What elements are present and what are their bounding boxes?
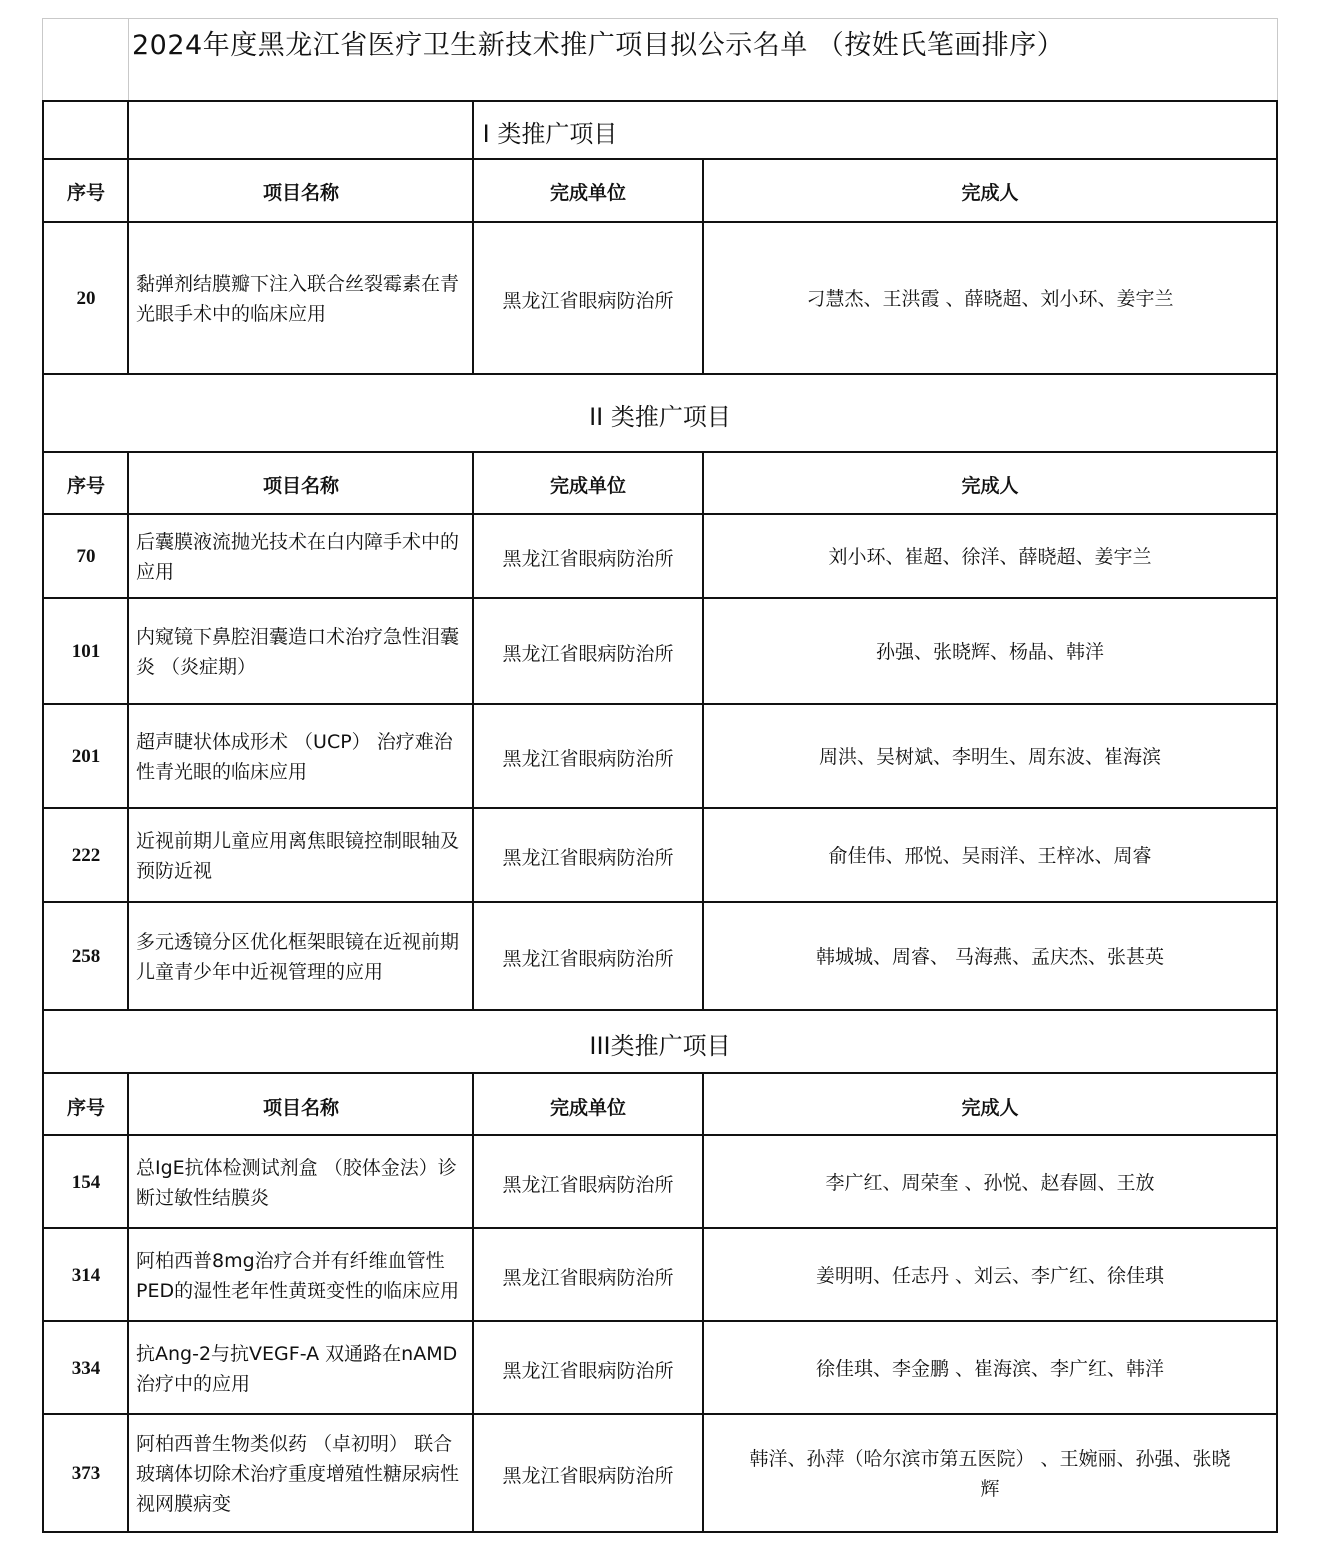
- table-rule: [42, 221, 1278, 223]
- table-rule: [42, 807, 1278, 809]
- project-name: 后囊膜液流抛光技术在白内障手术中的应用: [136, 531, 460, 583]
- table-rule: [702, 158, 704, 375]
- people: 俞佳伟、邢悦、吴雨洋、王梓冰、周睿: [828, 845, 1152, 867]
- table-rule: [42, 1072, 1278, 1074]
- table-rule: [702, 1072, 704, 1533]
- section-label: I 类推广项目: [482, 119, 618, 148]
- unit: 黑龙江省眼病防治所: [502, 642, 674, 665]
- table-rule: [127, 100, 129, 375]
- people: 韩洋、孙萍（哈尔滨市第五医院） 、王婉丽、孙强、张晓辉: [749, 1448, 1231, 1500]
- row-number: 314: [71, 1265, 101, 1286]
- people: 姜明明、任志丹 、刘云、李广红、徐佳琪: [815, 1265, 1165, 1287]
- people: 徐佳琪、李金鹏 、崔海滨、李广红、韩洋: [815, 1358, 1165, 1380]
- table-rule: [472, 451, 474, 1011]
- table-rule: [42, 451, 1278, 453]
- title-divider: [128, 18, 129, 102]
- unit: 黑龙江省眼病防治所: [502, 1173, 674, 1196]
- header-people: 完成人: [961, 474, 1019, 497]
- table-rule: [42, 373, 1278, 375]
- unit: 黑龙江省眼病防治所: [502, 747, 674, 770]
- header-unit: 完成单位: [549, 181, 626, 204]
- row-number: 201: [71, 746, 101, 767]
- row-number: 154: [71, 1172, 101, 1193]
- table-rule: [472, 100, 474, 375]
- header-unit: 完成单位: [549, 474, 626, 497]
- unit: 黑龙江省眼病防治所: [502, 289, 674, 312]
- page-title: 2024年度黑龙江省医疗卫生新技术推广项目拟公示名单 （按姓氏笔画排序）: [132, 29, 1065, 61]
- table-rule: [472, 1072, 474, 1533]
- unit: 黑龙江省眼病防治所: [502, 1464, 674, 1487]
- unit: 黑龙江省眼病防治所: [502, 846, 674, 869]
- table-rule: [1276, 100, 1278, 1533]
- row-number: 258: [71, 946, 101, 967]
- table-rule: [42, 513, 1278, 515]
- people: 孙强、张晓辉、杨晶、韩洋: [875, 641, 1104, 663]
- row-number: 70: [76, 546, 96, 567]
- people: 周洪、吴树斌、李明生、周东波、崔海滨: [818, 746, 1161, 768]
- people: 韩城城、周睿、 马海燕、孟庆杰、张甚英: [815, 946, 1165, 968]
- table-rule: [127, 1072, 129, 1533]
- header-no: 序号: [66, 474, 105, 497]
- people: 李广红、周荣奎 、孙悦、赵春圆、王放: [825, 1172, 1155, 1194]
- project-name: 近视前期儿童应用离焦眼镜控制眼轴及预防近视: [136, 830, 460, 882]
- project-name: 多元透镜分区优化框架眼镜在近视前期儿童青少年中近视管理的应用: [136, 931, 460, 983]
- row-number: 222: [71, 845, 101, 866]
- table-rule: [42, 1009, 1278, 1011]
- table-rule: [42, 703, 1278, 705]
- table-rule: [127, 451, 129, 1011]
- table-rule: [42, 1134, 1278, 1136]
- people: 刘小环、崔超、徐洋、薛晓超、姜宇兰: [828, 546, 1152, 568]
- table-rule: [42, 100, 1278, 102]
- project-name: 内窥镜下鼻腔泪囊造口术治疗急性泪囊炎 （炎症期）: [136, 626, 460, 678]
- header-no: 序号: [66, 181, 105, 204]
- section-label: II 类推广项目: [589, 402, 731, 431]
- unit: 黑龙江省眼病防治所: [502, 547, 674, 570]
- header-people: 完成人: [961, 1096, 1019, 1119]
- unit: 黑龙江省眼病防治所: [502, 1359, 674, 1382]
- row-number: 373: [71, 1463, 101, 1484]
- table-rule: [42, 158, 1278, 160]
- table-rule: [42, 100, 44, 1533]
- project-name: 黏弹剂结膜瓣下注入联合丝裂霉素在青光眼手术中的临床应用: [136, 273, 460, 325]
- project-name: 阿柏西普生物类似药 （卓初明） 联合玻璃体切除术治疗重度增殖性糖尿病性视网膜病变: [136, 1433, 460, 1515]
- table-rule: [42, 1531, 1278, 1533]
- header-name: 项目名称: [262, 474, 339, 497]
- project-name: 阿柏西普8mg治疗合并有纤维血管性PED的湿性老年性黄斑变性的临床应用: [136, 1250, 460, 1302]
- project-name: 超声睫状体成形术 （UCP） 治疗难治性青光眼的临床应用: [136, 731, 453, 783]
- table-rule: [42, 597, 1278, 599]
- header-name: 项目名称: [262, 181, 339, 204]
- row-number: 334: [71, 1358, 101, 1379]
- unit: 黑龙江省眼病防治所: [502, 1266, 674, 1289]
- header-unit: 完成单位: [549, 1096, 626, 1119]
- table-rule: [42, 1227, 1278, 1229]
- header-name: 项目名称: [262, 1096, 339, 1119]
- row-number: 20: [76, 288, 96, 309]
- header-people: 完成人: [961, 181, 1019, 204]
- header-no: 序号: [66, 1096, 105, 1119]
- unit: 黑龙江省眼病防治所: [502, 947, 674, 970]
- project-name: 抗Ang-2与抗VEGF-A 双通路在nAMD治疗中的应用: [136, 1343, 458, 1395]
- table-rule: [42, 1320, 1278, 1322]
- table-rule: [42, 1413, 1278, 1415]
- project-name: 总IgE抗体检测试剂盒 （胶体金法）诊断过敏性结膜炎: [136, 1157, 457, 1209]
- table-rule: [702, 451, 704, 1011]
- people: 刁慧杰、王洪霞 、薛晓超、刘小环、姜宇兰: [806, 288, 1174, 310]
- row-number: 101: [71, 641, 101, 662]
- section-label: III类推广项目: [589, 1031, 731, 1060]
- table-rule: [42, 901, 1278, 903]
